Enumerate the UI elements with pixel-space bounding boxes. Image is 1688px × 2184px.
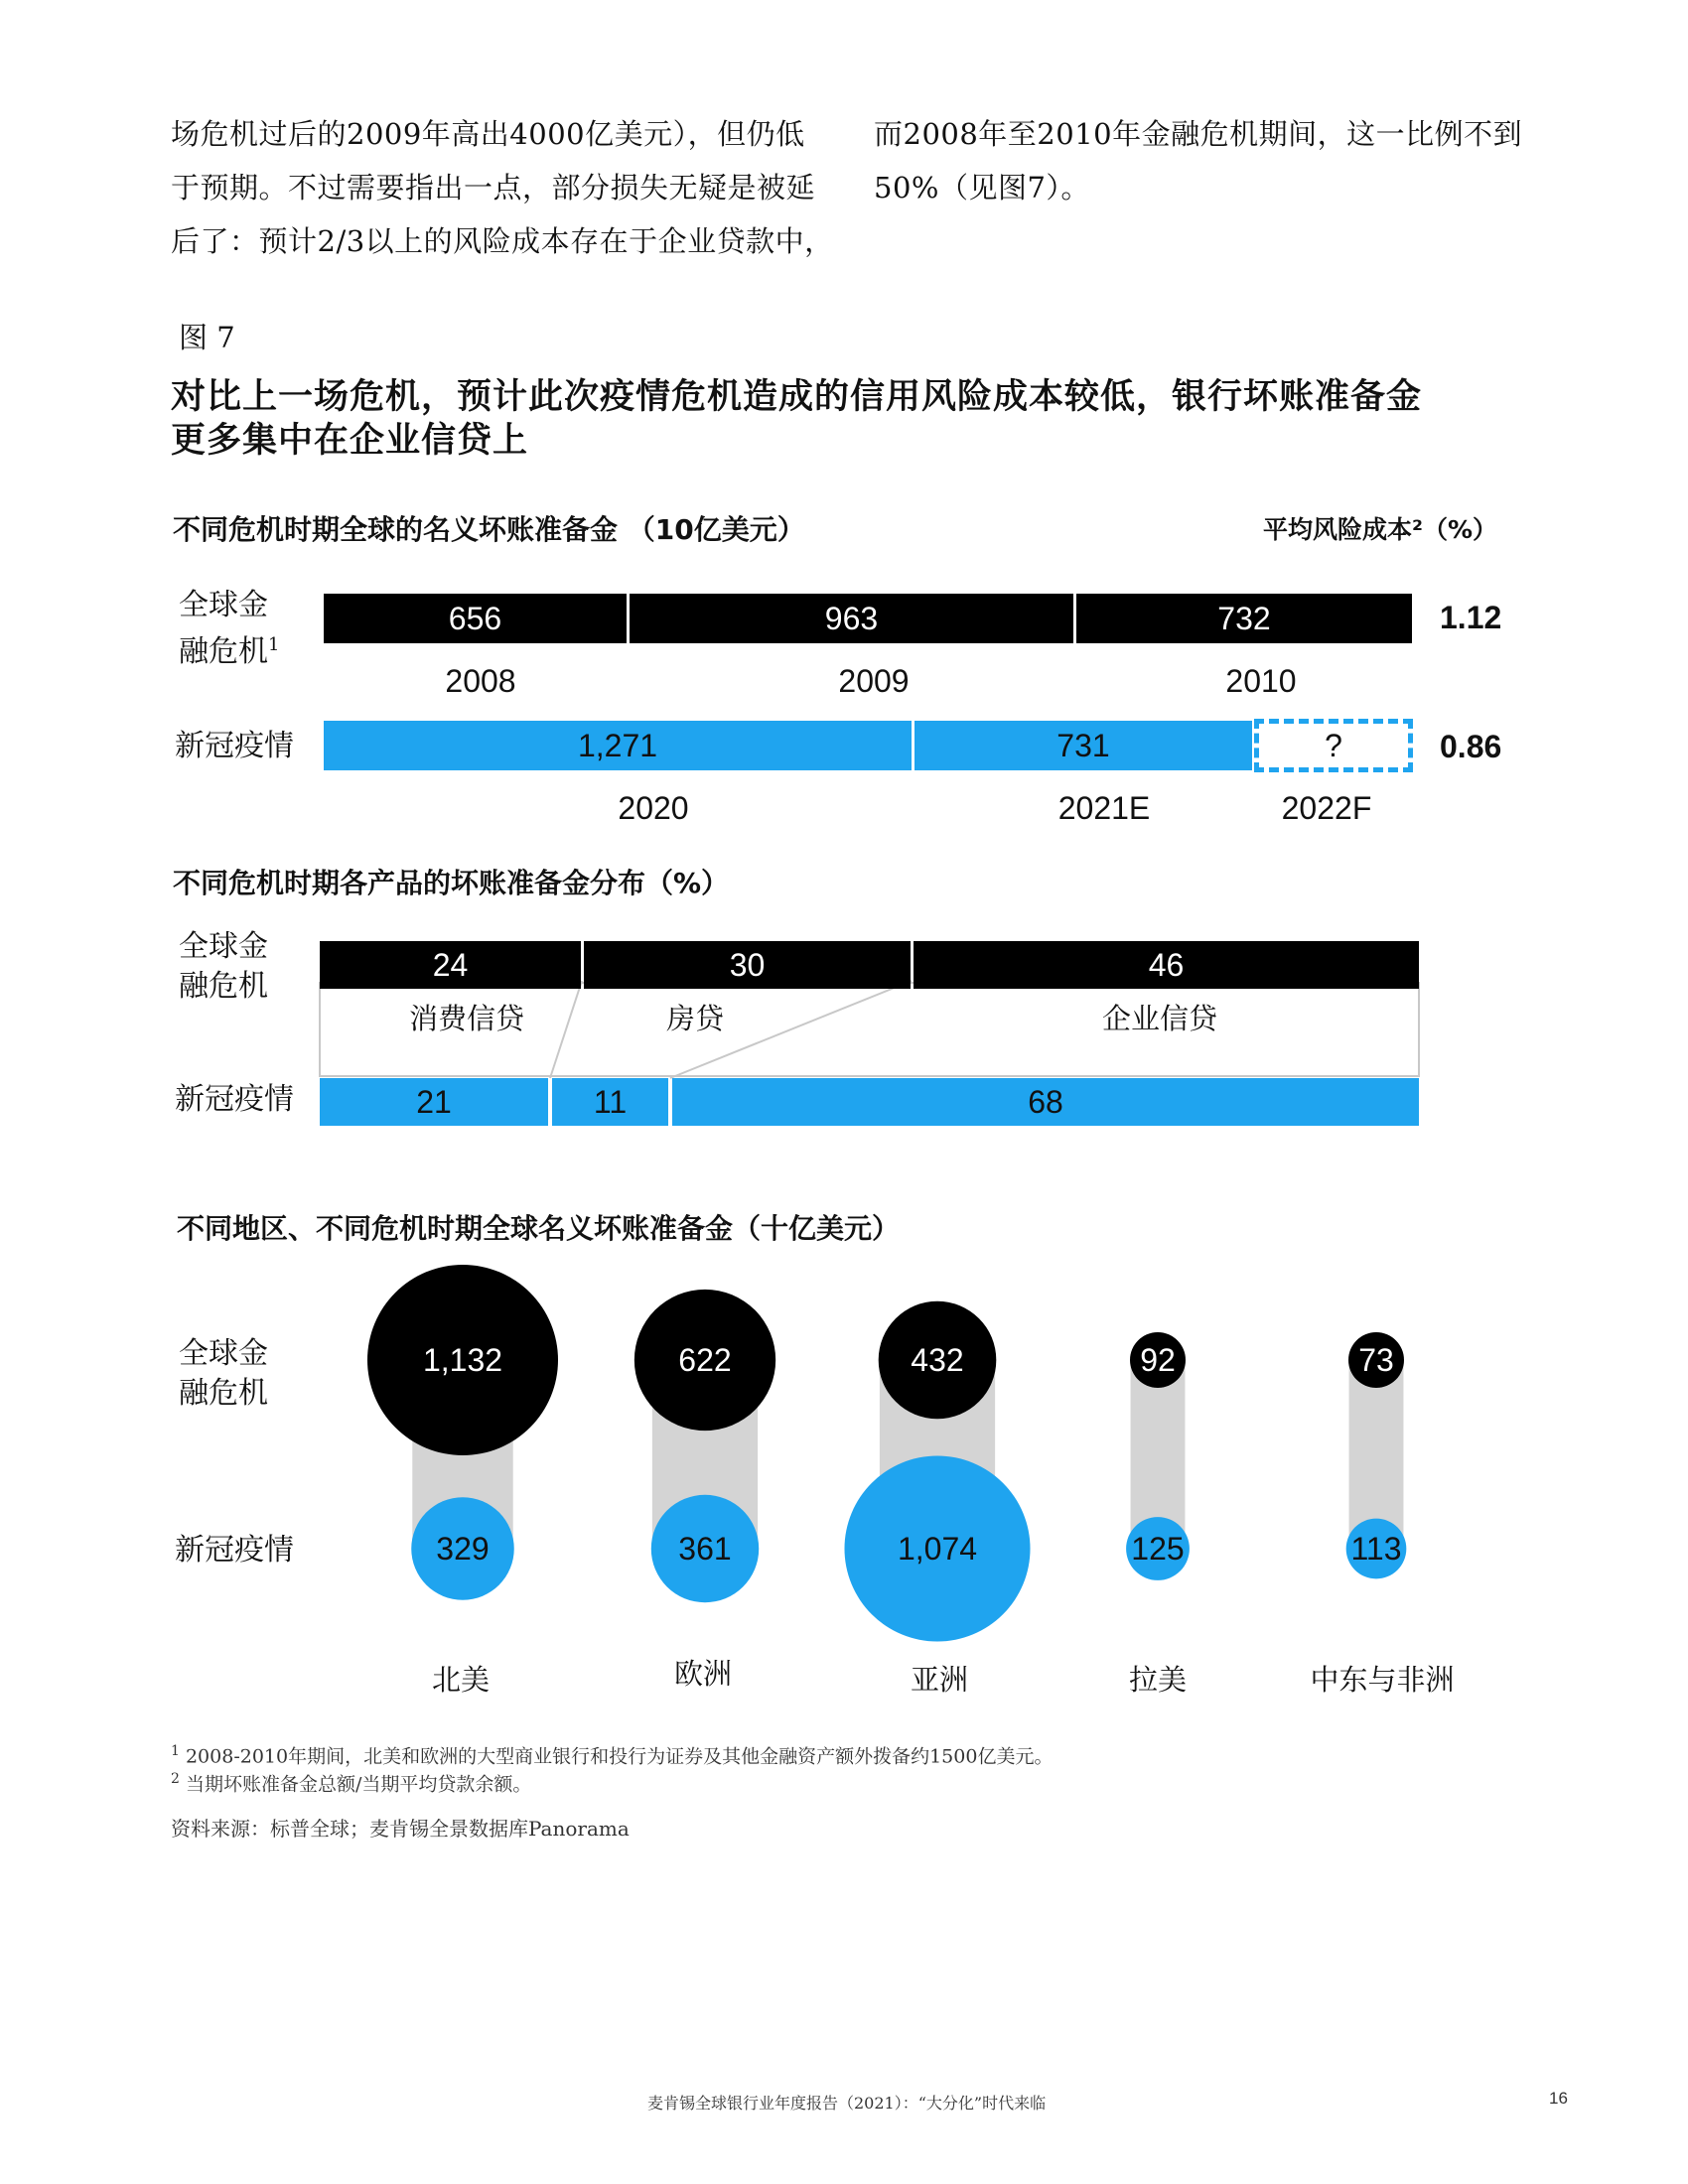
section3-title: 不同地区、不同危机时期全球名义坏账准备金（十亿美元） [177,1212,901,1245]
gfc-risk-cost: 1.12 [1440,600,1502,635]
year-label-2009: 2009 [838,663,910,699]
category-label-consumer: 消费信贷 [408,1002,524,1035]
year-label-2020: 2020 [618,790,689,826]
year-label-2010: 2010 [1225,663,1297,699]
bubble-covid-label: 113 [1350,1531,1402,1567]
row-label-gfc-line2: 融危机 [179,1376,268,1411]
category-label-mortgage: 房贷 [665,1002,724,1035]
gfc-share-mortgage: 30 [584,941,911,989]
year-label-2022f: 2022F [1281,790,1372,826]
bubble-covid-label: 125 [1131,1531,1185,1567]
region-label-latin-america: 拉美 [1128,1663,1187,1697]
body-text-line: 于预期。不过需要指出一点，部分损失无疑是被延 [171,171,816,205]
body-text-right [874,107,1569,214]
figure-title [171,375,1561,463]
gfc-share-corporate: 46 [914,941,1419,989]
bubble-gfc-label: 92 [1140,1342,1176,1378]
section2-title: 不同危机时期各产品的坏账准备金分布（%） [173,867,730,899]
region-label-north-america: 北美 [431,1663,490,1697]
bubble-covid-label: 329 [436,1531,490,1567]
footer-report-title: 麦肯锡全球银行业年度报告（2021）：“大分化”时代来临 [647,2094,1047,2113]
row-label-covid-2: 新冠疫情 [175,1082,294,1117]
row-label-gfc-line1: 全球金 [179,1336,268,1371]
gfc-bar-2010: 732 [1076,594,1412,643]
covid-share-corporate: 68 [672,1078,1419,1126]
region-label-mea: 中东与非洲 [1310,1663,1455,1697]
bubble-gfc-label: 1,132 [422,1342,503,1378]
bubble-covid-label: 1,074 [897,1531,978,1567]
covid-bar-2020: 1,271 [324,721,912,770]
gfc-bar-2008: 656 [324,594,627,643]
row-label-gfc [179,586,279,672]
region-label-europe: 欧洲 [673,1657,732,1691]
figure-title-line: 更多集中在企业信贷上 [171,421,529,461]
row-label-gfc-line1: 全球金 [179,929,268,964]
figure-label: 图 7 [179,321,235,354]
covid-share-mortgage: 11 [552,1078,668,1126]
year-label-2021e: 2021E [1057,790,1151,826]
footnote-marker: 1 [268,634,280,655]
gfc-bar-2009: 963 [630,594,1073,643]
row-label-gfc-line2: 融危机 [179,969,268,1004]
covid-bar-2021e: 731 [914,721,1252,770]
footnote-2 [171,1765,1561,1798]
gfc-share-consumer: 24 [320,941,581,989]
row-label-covid: 新冠疫情 [175,729,294,763]
footnote-marker: 1 [171,1743,180,1759]
source-note: 资料来源：标普全球；麦肯锡全景数据库Panorama [171,1817,630,1841]
region-label-asia: 亚洲 [910,1663,968,1697]
bubble-gfc-label: 622 [678,1342,732,1378]
row-label-covid-3: 新冠疫情 [175,1533,294,1568]
body-text-left [171,107,846,268]
covid-share-consumer: 21 [320,1078,548,1126]
body-text-line: 50%（见图7）。 [874,171,1090,205]
bubble-gfc-label: 73 [1358,1342,1394,1378]
row-label-gfc-line2 [179,625,279,672]
footnote-1-text: 2008-2010年期间，北美和欧洲的大型商业银行和投行为证券及其他金融资产额外拨备约1500亿美元。 [185,1745,1054,1768]
page-number: 16 [1549,2089,1568,2108]
body-text-line: 而2008年至2010年金融危机期间，这一比例不到 [874,117,1523,151]
body-text-line: 后了：预计2/3以上的风险成本存在于企业贷款中， [171,224,834,258]
row-label-gfc-line2-text: 融危机 [179,634,268,669]
footnote-marker: 2 [171,1771,180,1787]
section1-title: 不同危机时期全球的名义坏账准备金 （10亿美元） [173,513,805,546]
regional-bubble-chart [0,1261,1688,1678]
bubble-covid-label: 361 [678,1531,732,1567]
bubble-gfc-label: 432 [911,1342,964,1378]
body-text-line: 场危机过后的2009年高出4000亿美元），但仍低 [171,117,805,151]
row-label-gfc-line1: 全球金 [179,588,268,622]
section1-right-header: 平均风险成本²（%） [1263,515,1497,544]
year-label-2008: 2008 [445,663,516,699]
footnote-2-text: 当期坏账准备金总额/当期平均贷款余额。 [185,1773,532,1796]
figure-title-line: 对比上一场危机，预计此次疫情危机造成的信用风险成本较低，银行坏账准备金 [171,377,1423,417]
category-label-corporate: 企业信贷 [1101,1002,1217,1035]
covid-risk-cost: 0.86 [1440,729,1502,764]
covid-bar-2022f: ? [1254,719,1413,772]
